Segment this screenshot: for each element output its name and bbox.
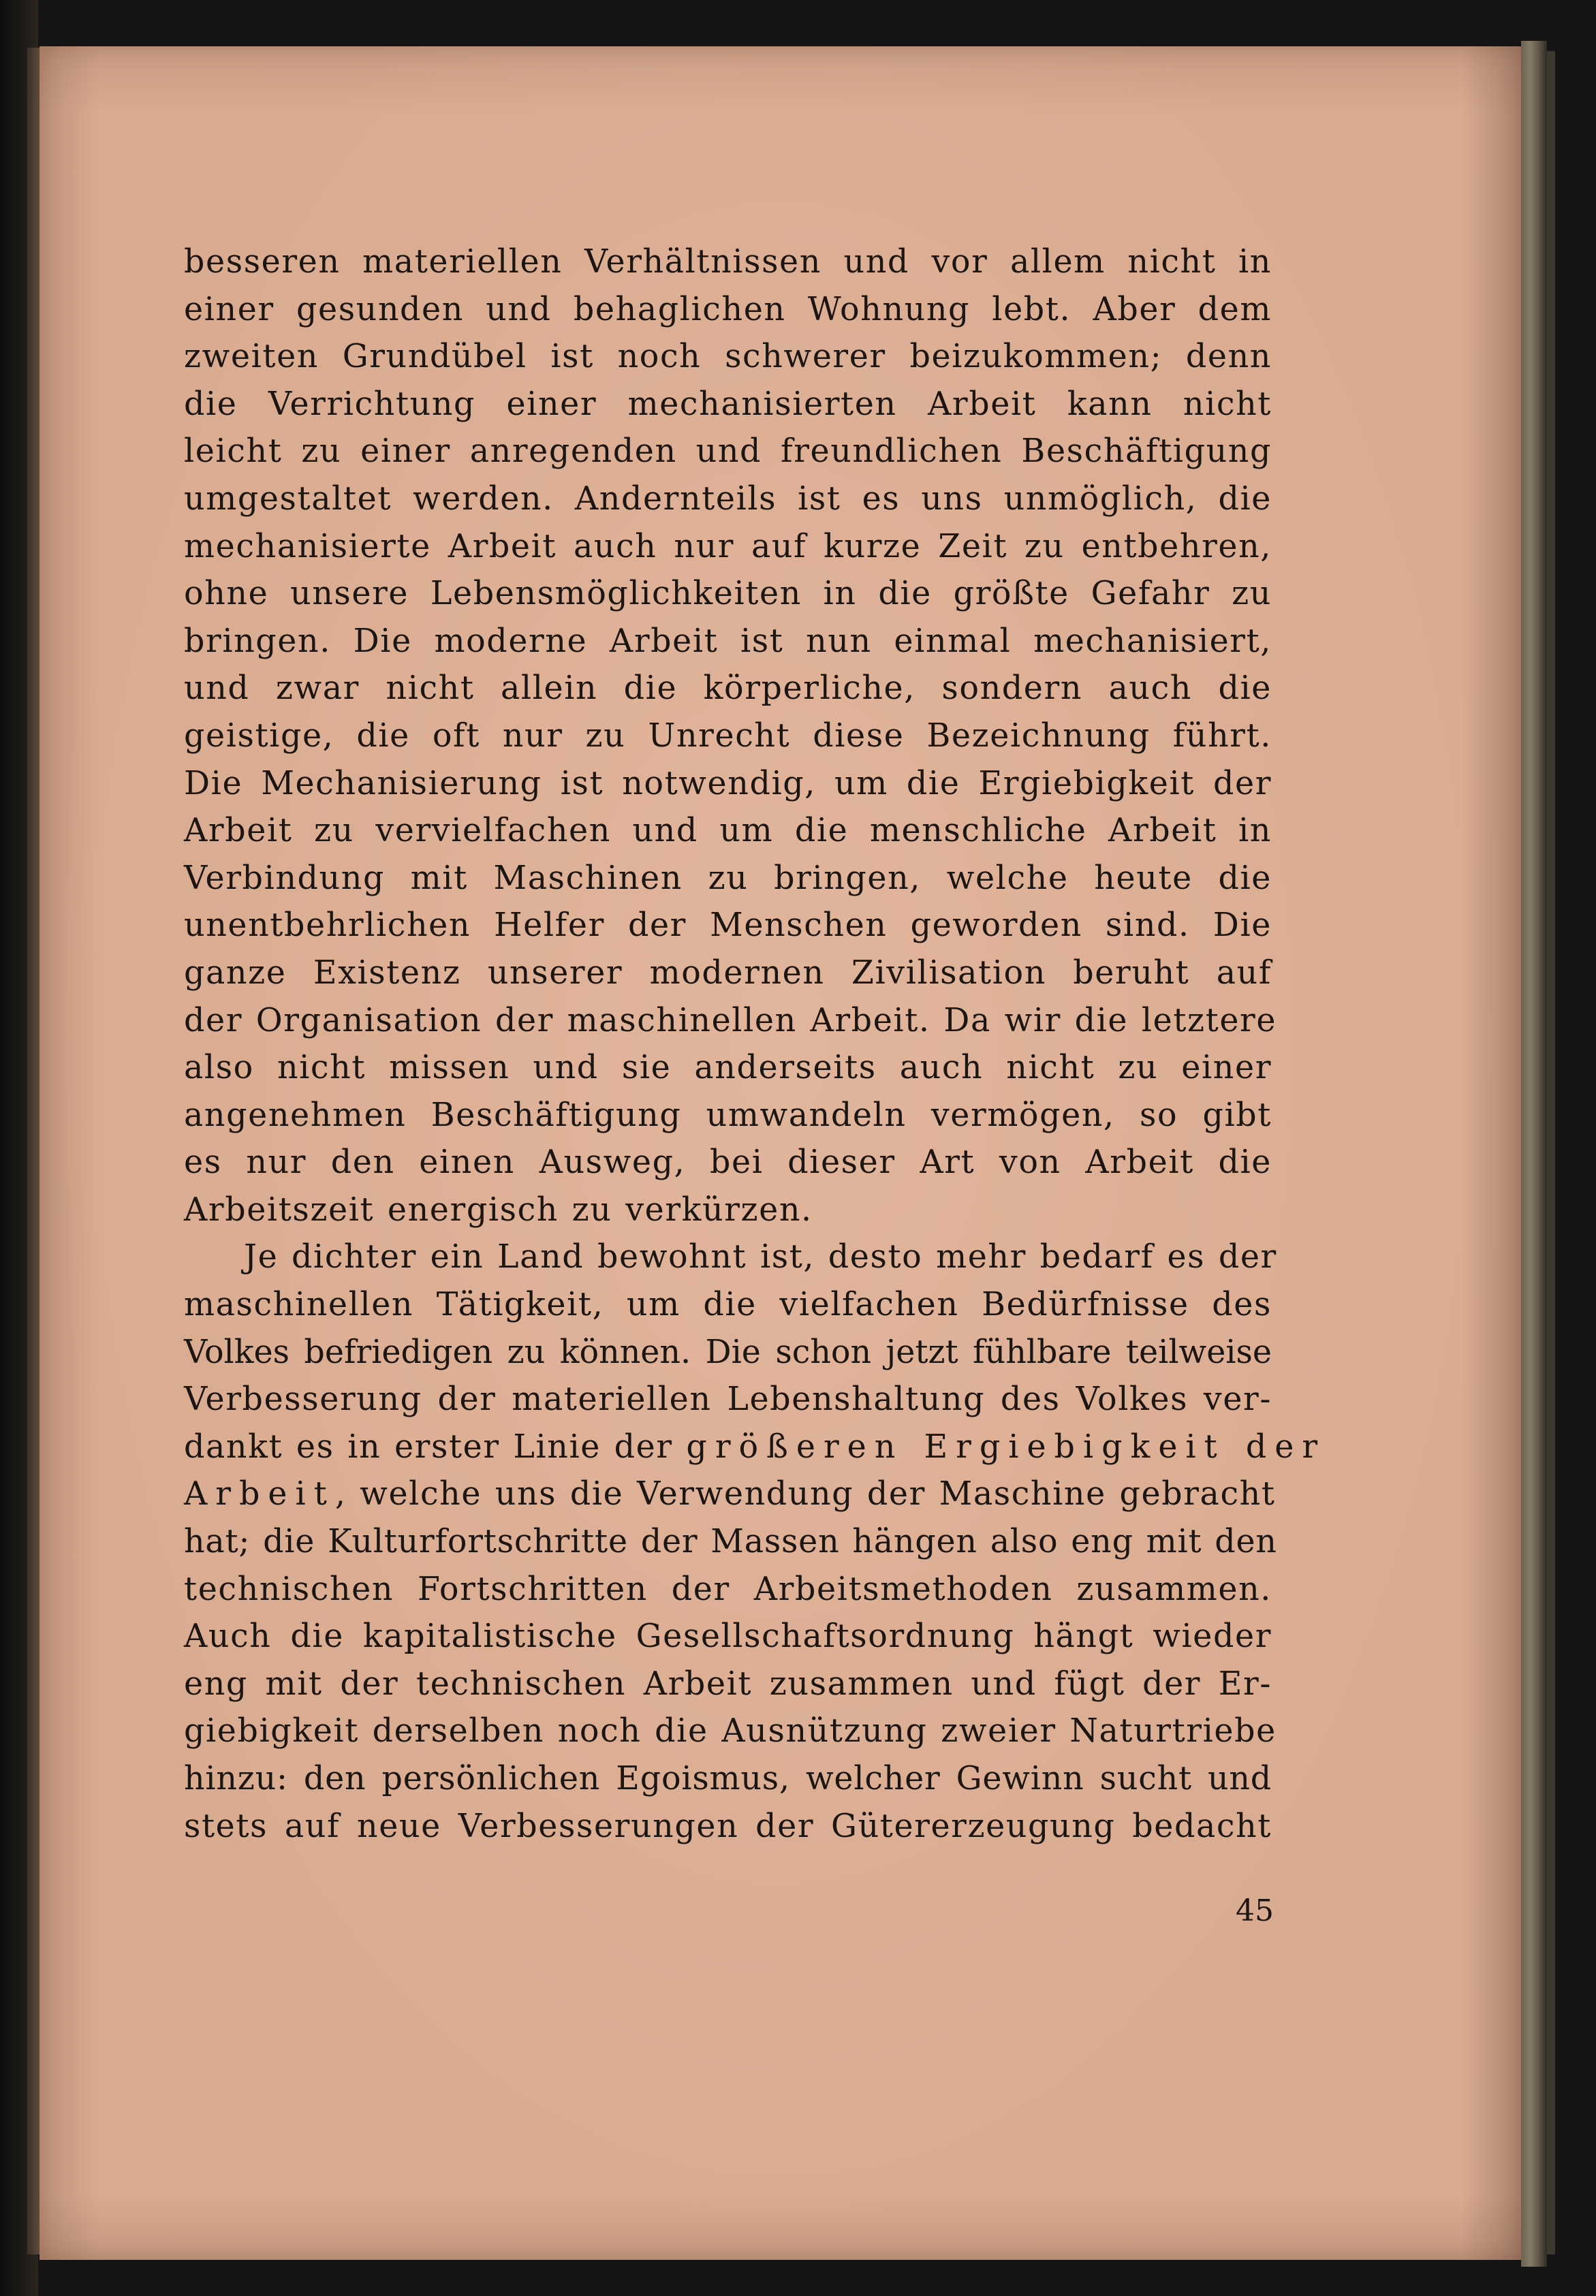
paragraph-end-line: Arbeitszeit energisch zu verkürzen. (184, 1191, 813, 1229)
text-run: , welche uns die Verwendung der Maschine gebracht (334, 1475, 1276, 1513)
text-line: hat; die Kulturfortschritte der Massen hängen also eng mit den (184, 1523, 1277, 1561)
emphasized-spaced-text: Arbeit (184, 1475, 335, 1513)
text-line: Volkes befriedigen zu können. Die schon jetzt fühlbare teilweise (184, 1333, 1272, 1371)
text-line: unentbehrlichen Helfer der Menschen geworden sind. Die (184, 907, 1272, 945)
text-line: die Verrichtung einer mechanisierten Arbeit kann nicht (184, 385, 1272, 423)
text-line: ganze Existenz unserer modernen Zivilisation beruht auf (184, 954, 1272, 992)
text-line: Verbindung mit Maschinen zu bringen, welche heute die (184, 859, 1272, 897)
emphasized-spaced-text: größeren Ergiebigkeit der (686, 1428, 1326, 1466)
text-line: geistige, die oft nur zu Unrecht diese Bezeichnung führt. (184, 717, 1272, 755)
text-line: es nur den einen Ausweg, bei dieser Art von Arbeit die (184, 1144, 1272, 1182)
cover-edge (1547, 51, 1555, 2254)
page-stack-edge (1521, 41, 1547, 2267)
text-line: giebigkeit derselben noch die Ausnützung zweier Naturtriebe (184, 1712, 1277, 1750)
text-line: bringen. Die moderne Arbeit ist nun einmal mechanisiert, (184, 622, 1272, 660)
text-line (184, 1424, 1326, 1471)
text-line: hinzu: den persönlichen Egoismus, welcher Gewinn sucht und (184, 1760, 1272, 1797)
text-line (184, 1471, 1276, 1518)
text-line: mechanisierte Arbeit auch nur auf kurze Zeit zu entbehren, (184, 527, 1272, 565)
text-line: maschinellen Tätigkeit, um die vielfachen Bedürfnisse des (184, 1286, 1272, 1324)
text-line: stets auf neue Verbesserungen der Gütererzeugung bedacht (184, 1807, 1272, 1845)
page-number: 45 (1236, 1893, 1274, 1928)
text-line: leicht zu einer anregenden und freundlichen Beschäftigung (184, 433, 1272, 471)
text-line: eng mit der technischen Arbeit zusammen und fügt der Er- (184, 1665, 1272, 1703)
text-line: umgestaltet werden. Andernteils ist es uns unmöglich, die (184, 479, 1272, 518)
text-line: besseren materiellen Verhältnissen und vor allem nicht in (184, 243, 1272, 281)
text-line: einer gesunden und behaglichen Wohnung lebt. Aber dem (184, 290, 1272, 328)
text-line: Arbeit zu vervielfachen und um die menschliche Arbeit in (184, 812, 1272, 850)
text-line: also nicht missen und sie anderseits auch nicht zu einer (184, 1049, 1272, 1087)
text-line: Verbesserung der materiellen Lebenshaltung des Volkes ver- (184, 1381, 1272, 1419)
paragraph-start-line: Je dichter ein Land bewohnt ist, desto mehr bedarf es der (244, 1238, 1277, 1276)
text-line: angenehmen Beschäftigung umwandeln vermögen, so gibt (184, 1096, 1272, 1134)
text-line: Auch die kapitalistische Gesellschaftsordnung hängt wieder (184, 1618, 1272, 1656)
text-line: zweiten Grundübel ist noch schwerer beizukommen; denn (184, 338, 1272, 376)
text-run: dankt es in erster Linie der (184, 1428, 687, 1466)
text-line: ohne unsere Lebensmöglichkeiten in die größte Gefahr zu (184, 575, 1272, 613)
text-line: technischen Fortschritten der Arbeitsmethoden zusammen. (184, 1570, 1272, 1608)
body-text (184, 238, 1326, 1850)
text-line: Die Mechanisierung ist notwendig, um die Ergiebigkeit der (184, 764, 1272, 802)
text-line: der Organisation der maschinellen Arbeit. Da wir die letztere (184, 1001, 1277, 1039)
text-line: und zwar nicht allein die körperliche, sondern auch die (184, 670, 1272, 708)
